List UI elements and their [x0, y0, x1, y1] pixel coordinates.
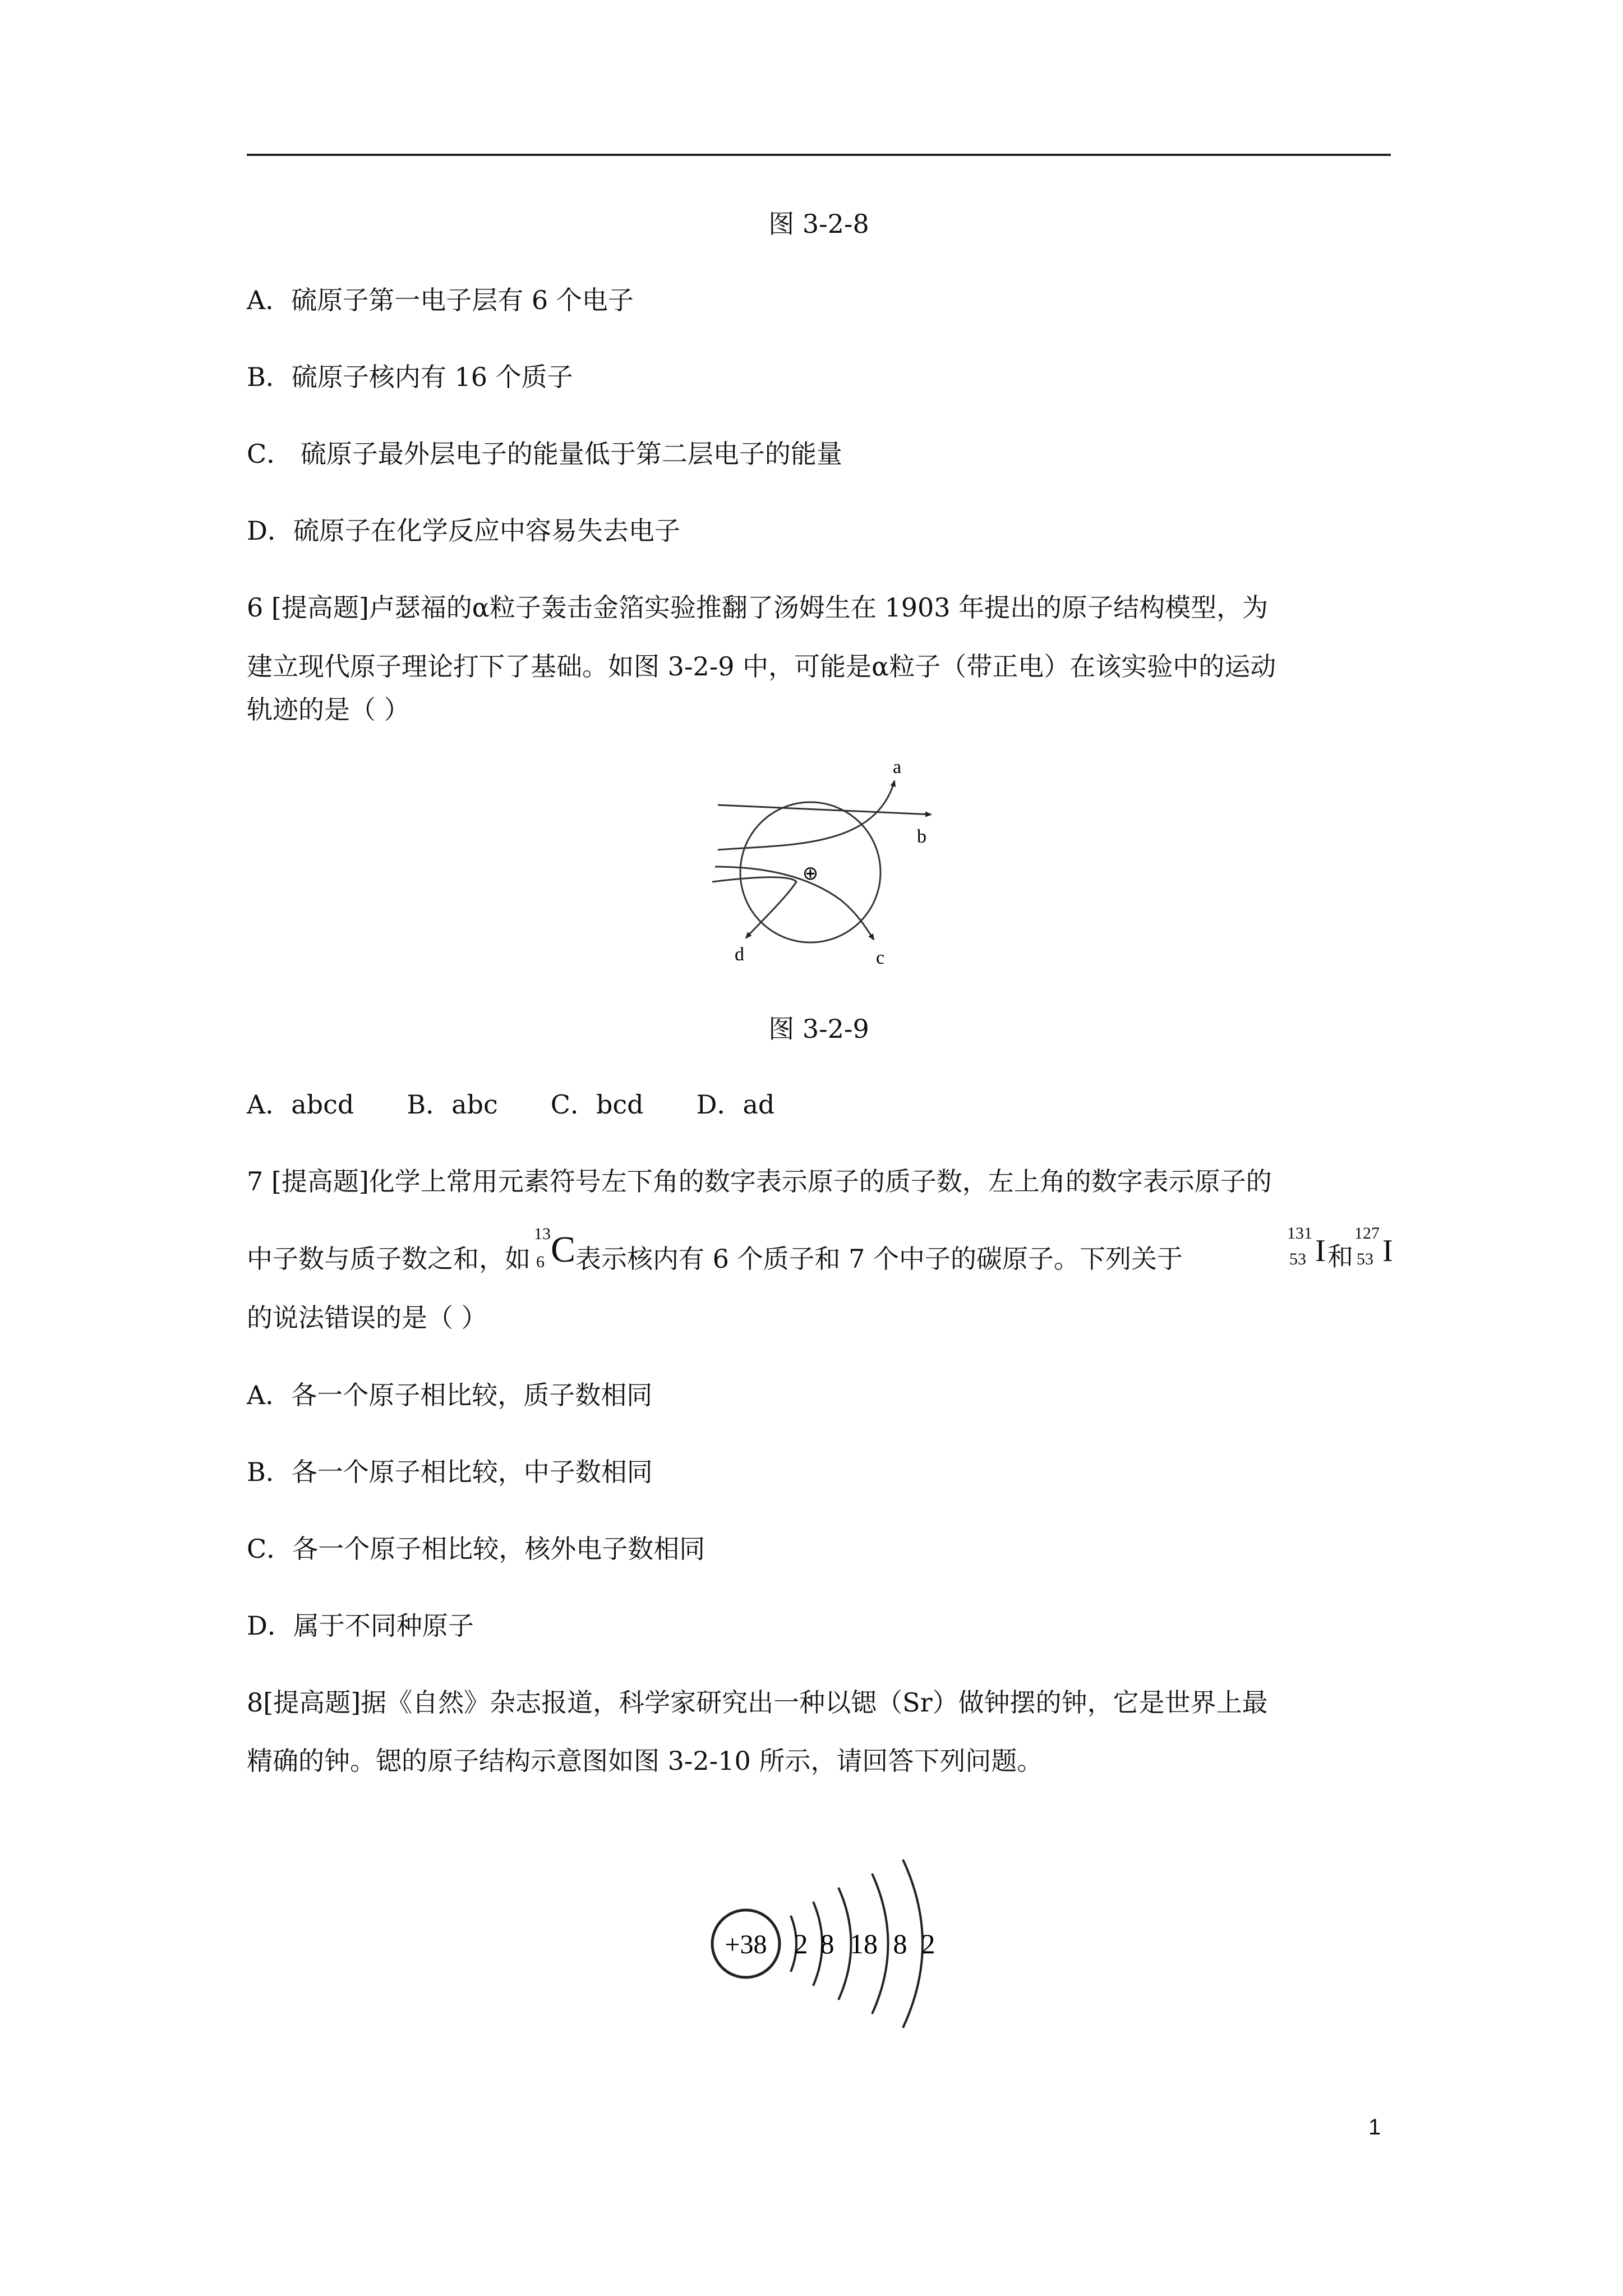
q7-option-d: D．属于不同种原子	[247, 1611, 474, 1641]
q6-option-b: B．abc	[407, 1089, 498, 1120]
iodine-isotopes-notation	[1276, 1223, 1394, 1273]
label-b: b	[917, 826, 926, 847]
i131-symbol: I	[1315, 1234, 1326, 1268]
q5-option-b: B．硫原子核内有 16 个质子	[247, 362, 573, 392]
nucleus-symbol: ⊕	[802, 862, 819, 885]
strontium-atom-structure-diagram	[701, 1851, 993, 2053]
q5-option-a: A．硫原子第一电子层有 6 个电子	[247, 285, 634, 315]
q7-option-b: B．各一个原子相比较，中子数相同	[247, 1457, 653, 1487]
q5-option-c: C． 硫原子最外层电子的能量低于第二层电子的能量	[247, 439, 842, 469]
trajectory-d	[712, 877, 796, 938]
trajectory-b	[718, 805, 931, 815]
figure-caption-3-2-9: 图 3-2-9	[768, 1014, 869, 1044]
trajectory-a	[718, 781, 895, 850]
q6-options	[247, 1088, 827, 1121]
q7-option-c: C．各一个原子相比较，核外电子数相同	[247, 1534, 706, 1564]
q7-stem-line2-part2: 表示核内有 6 个质子和 7 个中子的碳原子。下列关于	[575, 1244, 1183, 1274]
q6-stem-line2: 建立现代原子理论打下了基础。如图 3-2-9 中，可能是α粒子（带正电）在该实验中的运动	[247, 651, 1276, 682]
q7-stem-line2	[247, 1225, 1183, 1275]
page-number: 1	[1368, 2115, 1381, 2139]
c13-symbol: C	[551, 1229, 576, 1270]
q6-option-c: C．bcd	[550, 1089, 644, 1120]
label-a: a	[893, 757, 902, 777]
q5-option-d: D．硫原子在化学反应中容易失去电子	[247, 516, 680, 546]
c13-mass-number: 13	[534, 1225, 551, 1243]
q7-stem-line2-part1: 中子数与质子数之和，如	[247, 1244, 531, 1274]
trajectory-c	[715, 867, 874, 940]
carbon-13-notation	[531, 1225, 576, 1275]
i127-mass-number: 127	[1354, 1224, 1380, 1243]
shell-electrons-2: 8	[820, 1928, 834, 1959]
i131-atomic-number: 53	[1289, 1250, 1306, 1268]
q7-stem-line3: 的说法错误的是（ ）	[247, 1303, 487, 1333]
q6-option-d: D．ad	[696, 1089, 775, 1120]
header-rule	[247, 154, 1391, 156]
i131-mass-number: 131	[1287, 1224, 1312, 1243]
q8-stem-line2: 精确的钟。锶的原子结构示意图如图 3-2-10 所示，请回答下列问题。	[247, 1746, 1043, 1776]
figure-caption-3-2-8: 图 3-2-8	[768, 209, 869, 239]
rutherford-scattering-diagram	[695, 752, 965, 976]
c13-atomic-number: 6	[536, 1253, 545, 1271]
label-d: d	[735, 944, 744, 965]
q6-stem-line3: 轨迹的是（ ）	[247, 694, 410, 725]
shell-electrons-4: 8	[893, 1928, 907, 1959]
q7-stem-line1: 7 [提高题]化学上常用元素符号左下角的数字表示原子的质子数，左上角的数字表示原子的	[247, 1166, 1272, 1197]
strontium-nucleus-charge: +38	[725, 1930, 767, 1959]
i127-symbol: I	[1382, 1234, 1393, 1268]
q8-stem-line1: 8[提高题]据《自然》杂志报道，科学家研究出一种以锶（Sr）做钟摆的钟，它是世界上最	[247, 1687, 1268, 1718]
i127-atomic-number: 53	[1357, 1250, 1373, 1268]
q7-option-a: A．各一个原子相比较，质子数相同	[247, 1380, 653, 1410]
shell-electrons-3: 18	[850, 1928, 878, 1959]
q6-stem-line1: 6 [提高题]卢瑟福的α粒子轰击金箔实验推翻了汤姆生在 1903 年提出的原子结构模型，为	[247, 592, 1269, 623]
shell-electrons-1: 2	[794, 1928, 808, 1959]
shell-electrons-5: 2	[921, 1928, 935, 1959]
iodine-conjunction: 和	[1327, 1243, 1353, 1271]
label-c: c	[876, 947, 885, 968]
q6-option-a: A．abcd	[247, 1089, 354, 1120]
